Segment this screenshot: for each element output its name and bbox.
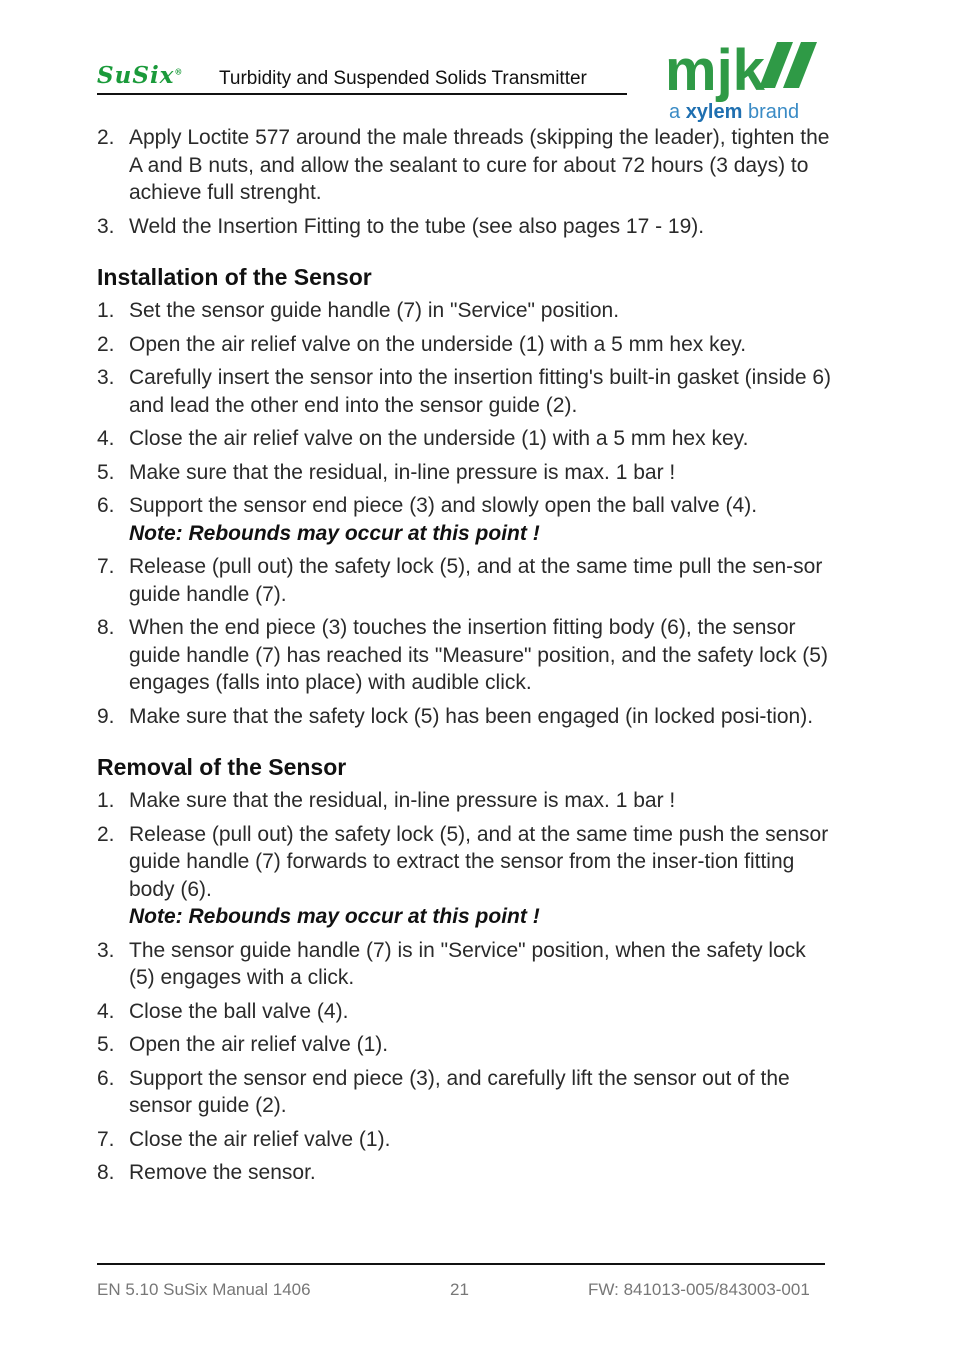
footer-divider [97, 1263, 825, 1265]
installation-heading: Installation of the Sensor [97, 264, 372, 290]
document-title: Turbidity and Suspended Solids Transmitter [219, 68, 587, 89]
top-steps-list [97, 124, 837, 240]
rebound-note: Note: Rebounds may occur at this point ! [129, 905, 540, 928]
list-item: 2. Open the air relief valve on the underside (1) with a 5 mm hex key. [97, 332, 747, 356]
mjk-logo-text: mjk [665, 38, 765, 103]
removal-heading: Removal of the Sensor [97, 754, 347, 780]
installation-steps-list [97, 297, 837, 730]
xylem-brand-tagline: a xylem brand [669, 101, 800, 123]
page-number: 21 [450, 1280, 469, 1299]
list-item: 6. Support the sensor end piece (3) and slowly open the ball valve (4). Note: Rebounds may occur at this point ! [97, 492, 837, 547]
removal-steps-list [97, 787, 837, 1187]
list-item: 3. Carefully insert the sensor into the insertion fitting's built-in gasket (inside 6) and lead the other end into the sensor guide (2). [97, 366, 832, 417]
list-item: 1. Set the sensor guide handle (7) in "Service" position. [97, 299, 620, 322]
list-item: 5. Open the air relief valve (1). [97, 1033, 389, 1056]
list-item: 1. Make sure that the residual, in-line pressure is max. 1 bar ! [97, 789, 676, 812]
list-item: 8. Remove the sensor. [97, 1161, 316, 1184]
footer-firmware: FW: 841013-005/843003-001 [588, 1280, 810, 1299]
footer-manual-id: EN 5.10 SuSix Manual 1406 [97, 1280, 311, 1299]
list-item: 6. Support the sensor end piece (3), and carefully lift the sensor out of the sensor guide (2). [97, 1066, 790, 1117]
rebound-note: Note: Rebounds may occur at this point ! [129, 521, 540, 545]
list-item: 4. Close the ball valve (4). [97, 999, 349, 1023]
list-item: 9. Make sure that the safety lock (5) has been engaged (in locked posi-tion). [97, 704, 814, 728]
list-item: 3. Weld the Insertion Fitting to the tube (see also pages 17 - 19). [97, 214, 705, 238]
header-divider [97, 93, 627, 95]
page-content [97, 124, 837, 1193]
list-item: 2. Apply Loctite 577 around the male threads (skipping the leader), tighten the A and B nuts, and allow the sealant to cure for about 72 hours (3 days) to achieve full strenght. [97, 126, 830, 204]
list-item: 7. Release (pull out) the safety lock (5), and at the same time pull the sen-sor guide handle (7). [97, 555, 823, 606]
list-item: 7. Close the air relief valve (1). [97, 1127, 391, 1151]
susix-brand: SuSix® [97, 62, 184, 89]
list-item: 8. When the end piece (3) touches the insertion fitting body (6), the sensor guide handle (7) has reached its "Measure" position, and the safety lock (5) engages (falls into place) with audible click. [97, 616, 828, 694]
list-item: 2. Release (pull out) the safety lock (5), and at the same time push the sensor guide handle (7) forwards to extract the sensor from the inser-tion fitting body (6). Note: Rebounds may occur at this point ! [97, 821, 837, 931]
list-item: 5. Make sure that the residual, in-line pressure is max. 1 bar ! [97, 460, 676, 484]
page-header [97, 38, 825, 128]
list-item: 3. The sensor guide handle (7) is in "Service" position, when the safety lock (5) engages with a click. [97, 938, 806, 989]
list-item: 4. Close the air relief valve on the underside (1) with a 5 mm hex key. [97, 427, 749, 450]
